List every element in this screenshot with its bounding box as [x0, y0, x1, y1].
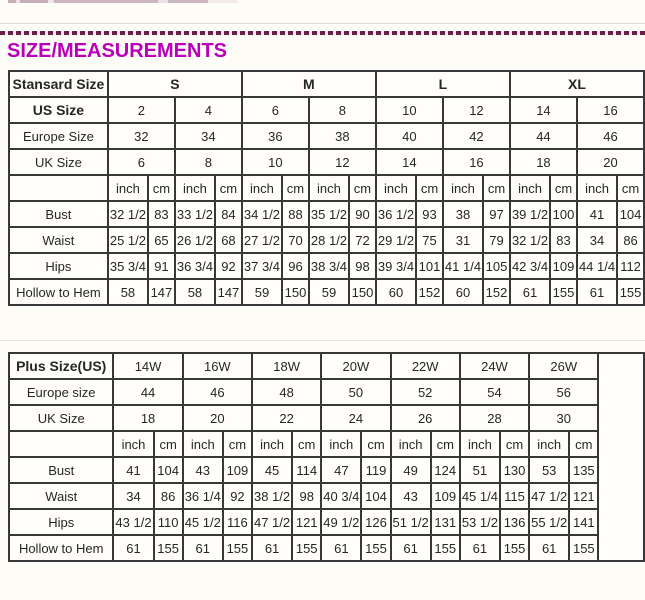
measure-value-cell: 61 [391, 535, 431, 561]
size-value-cell: 8 [309, 97, 376, 123]
measure-label-cell: Hips [9, 509, 113, 535]
size-value-cell: 12 [443, 97, 510, 123]
unit-header-cell: inch [252, 431, 292, 457]
size-value-cell: 34 [175, 123, 242, 149]
measure-value-cell: 26 1/2 [175, 227, 215, 253]
measure-value-cell: 109 [431, 483, 460, 509]
measure-value-cell: 83 [148, 201, 175, 227]
measure-value-cell: 59 [309, 279, 349, 305]
measure-value-cell: 38 1/2 [252, 483, 292, 509]
unit-header-cell: cm [154, 431, 183, 457]
measure-value-cell: 155 [292, 535, 321, 561]
measure-label-cell: Hips [9, 253, 108, 279]
measure-value-cell: 119 [361, 457, 390, 483]
size-value-cell: 26 [391, 405, 460, 431]
corner-label-cell: Plus Size(US) [9, 353, 113, 379]
size-group-header-cell: 20W [321, 353, 390, 379]
measure-value-cell: 86 [617, 227, 644, 253]
measure-value-cell: 121 [569, 483, 598, 509]
measure-value-cell: 92 [223, 483, 252, 509]
size-value-cell: 10 [376, 97, 443, 123]
measure-value-cell: 61 [510, 279, 550, 305]
unit-header-cell: cm [223, 431, 252, 457]
measure-value-cell: 136 [500, 509, 529, 535]
measure-value-cell: 100 [550, 201, 577, 227]
measure-value-cell: 33 1/2 [175, 201, 215, 227]
size-value-cell: 6 [242, 97, 309, 123]
measure-value-cell: 130 [500, 457, 529, 483]
size-value-cell: 32 [108, 123, 175, 149]
measure-value-cell: 155 [361, 535, 390, 561]
measure-value-cell: 35 3/4 [108, 253, 148, 279]
measure-value-cell: 43 1/2 [113, 509, 153, 535]
measure-value-cell: 110 [154, 509, 183, 535]
measure-value-cell: 124 [431, 457, 460, 483]
size-value-cell: 2 [108, 97, 175, 123]
measure-label-cell: Waist [9, 227, 108, 253]
size-group-header-cell: M [242, 71, 376, 97]
measure-value-cell: 115 [500, 483, 529, 509]
measure-value-cell: 45 1/4 [460, 483, 500, 509]
measure-value-cell: 112 [617, 253, 644, 279]
size-group-header-cell: S [108, 71, 242, 97]
measure-value-cell: 58 [108, 279, 148, 305]
size-value-cell: 4 [175, 97, 242, 123]
measure-value-cell: 93 [416, 201, 443, 227]
size-group-header-cell: 14W [113, 353, 182, 379]
measure-value-cell: 90 [349, 201, 376, 227]
measure-value-cell: 92 [215, 253, 242, 279]
size-group-header-cell: 26W [529, 353, 598, 379]
unit-header-cell: cm [500, 431, 529, 457]
unit-header-cell: inch [577, 175, 617, 201]
cropped-top-text-remnant [8, 0, 238, 3]
unit-header-cell: cm [292, 431, 321, 457]
unit-header-cell: inch [529, 431, 569, 457]
unit-header-cell: cm [431, 431, 460, 457]
row-label-cell: UK Size [9, 405, 113, 431]
measure-value-cell: 91 [148, 253, 175, 279]
measure-value-cell: 104 [617, 201, 644, 227]
unit-header-cell: cm [282, 175, 309, 201]
measure-value-cell: 51 1/2 [391, 509, 431, 535]
size-value-cell: 46 [577, 123, 644, 149]
size-group-header-cell: 22W [391, 353, 460, 379]
measure-value-cell: 53 [529, 457, 569, 483]
measure-value-cell: 32 1/2 [510, 227, 550, 253]
row-label-cell: Europe size [9, 379, 113, 405]
measure-value-cell: 27 1/2 [242, 227, 282, 253]
size-value-cell: 12 [309, 149, 376, 175]
measure-value-cell: 126 [361, 509, 390, 535]
measure-value-cell: 42 3/4 [510, 253, 550, 279]
measure-value-cell: 98 [349, 253, 376, 279]
measure-value-cell: 51 [460, 457, 500, 483]
measure-value-cell: 41 [577, 201, 617, 227]
unit-header-cell: inch [510, 175, 550, 201]
empty-label-cell [9, 175, 108, 201]
size-value-cell: 18 [510, 149, 577, 175]
size-value-cell: 38 [309, 123, 376, 149]
measure-value-cell: 152 [483, 279, 510, 305]
measure-value-cell: 45 1/2 [183, 509, 223, 535]
measure-value-cell: 79 [483, 227, 510, 253]
measure-value-cell: 35 1/2 [309, 201, 349, 227]
measure-value-cell: 36 1/4 [183, 483, 223, 509]
size-value-cell: 14 [510, 97, 577, 123]
measure-value-cell: 155 [431, 535, 460, 561]
measure-value-cell: 61 [252, 535, 292, 561]
unit-header-cell: inch [391, 431, 431, 457]
row-label-cell: UK Size [9, 149, 108, 175]
measure-value-cell: 61 [321, 535, 361, 561]
measure-value-cell: 60 [376, 279, 416, 305]
size-value-cell: 30 [529, 405, 598, 431]
size-value-cell: 44 [510, 123, 577, 149]
unit-header-cell: cm [349, 175, 376, 201]
measure-value-cell: 47 [321, 457, 361, 483]
size-value-cell: 20 [183, 405, 252, 431]
measure-value-cell: 61 [460, 535, 500, 561]
measure-value-cell: 101 [416, 253, 443, 279]
measure-value-cell: 83 [550, 227, 577, 253]
measure-value-cell: 131 [431, 509, 460, 535]
measure-value-cell: 68 [215, 227, 242, 253]
size-value-cell: 42 [443, 123, 510, 149]
measure-value-cell: 121 [292, 509, 321, 535]
measure-value-cell: 34 1/2 [242, 201, 282, 227]
measure-value-cell: 36 1/2 [376, 201, 416, 227]
size-group-header-cell: L [376, 71, 510, 97]
measure-value-cell: 155 [223, 535, 252, 561]
measure-value-cell: 88 [282, 201, 309, 227]
measure-value-cell: 75 [416, 227, 443, 253]
measure-value-cell: 49 1/2 [321, 509, 361, 535]
size-value-cell: 14 [376, 149, 443, 175]
measure-value-cell: 98 [292, 483, 321, 509]
size-value-cell: 22 [252, 405, 321, 431]
measure-value-cell: 41 1/4 [443, 253, 483, 279]
size-group-header-cell: XL [510, 71, 644, 97]
measure-value-cell: 141 [569, 509, 598, 535]
plus-size-table [8, 352, 645, 562]
corner-label-cell: Stansard Size [9, 71, 108, 97]
size-value-cell: 16 [443, 149, 510, 175]
row-label-cell: US Size [9, 97, 108, 123]
unit-header-cell: cm [148, 175, 175, 201]
size-value-cell: 24 [321, 405, 390, 431]
measure-label-cell: Bust [9, 457, 113, 483]
measure-value-cell: 60 [443, 279, 483, 305]
measure-value-cell: 29 1/2 [376, 227, 416, 253]
unit-header-cell: inch [376, 175, 416, 201]
unit-header-cell: inch [183, 431, 223, 457]
size-value-cell: 36 [242, 123, 309, 149]
measure-value-cell: 109 [223, 457, 252, 483]
measure-value-cell: 45 [252, 457, 292, 483]
size-value-cell: 40 [376, 123, 443, 149]
measure-value-cell: 59 [242, 279, 282, 305]
size-value-cell: 48 [252, 379, 321, 405]
empty-label-cell [9, 431, 113, 457]
unit-header-cell: cm [416, 175, 443, 201]
standard-size-table [8, 70, 645, 306]
measure-value-cell: 32 1/2 [108, 201, 148, 227]
measure-value-cell: 96 [282, 253, 309, 279]
size-value-cell: 52 [391, 379, 460, 405]
measure-value-cell: 39 3/4 [376, 253, 416, 279]
measure-value-cell: 61 [529, 535, 569, 561]
empty-trailing-column [598, 353, 644, 561]
measure-value-cell: 47 1/2 [252, 509, 292, 535]
size-value-cell: 20 [577, 149, 644, 175]
measure-value-cell: 38 [443, 201, 483, 227]
measure-value-cell: 36 3/4 [175, 253, 215, 279]
size-value-cell: 46 [183, 379, 252, 405]
size-value-cell: 44 [113, 379, 182, 405]
size-value-cell: 18 [113, 405, 182, 431]
measure-value-cell: 147 [215, 279, 242, 305]
unit-header-cell: inch [460, 431, 500, 457]
unit-header-cell: inch [108, 175, 148, 201]
unit-header-cell: cm [483, 175, 510, 201]
size-value-cell: 8 [175, 149, 242, 175]
measure-value-cell: 61 [183, 535, 223, 561]
measure-label-cell: Hollow to Hem [9, 535, 113, 561]
measure-value-cell: 38 3/4 [309, 253, 349, 279]
size-group-header-cell: 18W [252, 353, 321, 379]
unit-header-cell: cm [617, 175, 644, 201]
measure-value-cell: 150 [349, 279, 376, 305]
unit-header-cell: cm [215, 175, 242, 201]
size-value-cell: 28 [460, 405, 529, 431]
measure-value-cell: 34 [577, 227, 617, 253]
measure-value-cell: 104 [361, 483, 390, 509]
size-value-cell: 6 [108, 149, 175, 175]
measure-value-cell: 61 [113, 535, 153, 561]
measure-value-cell: 55 1/2 [529, 509, 569, 535]
measure-value-cell: 39 1/2 [510, 201, 550, 227]
measure-label-cell: Hollow to Hem [9, 279, 108, 305]
measure-value-cell: 43 [391, 483, 431, 509]
measure-value-cell: 155 [550, 279, 577, 305]
horizontal-rule [0, 340, 645, 341]
measure-value-cell: 86 [154, 483, 183, 509]
size-value-cell: 10 [242, 149, 309, 175]
measure-label-cell: Waist [9, 483, 113, 509]
unit-header-cell: cm [361, 431, 390, 457]
size-value-cell: 56 [529, 379, 598, 405]
measure-value-cell: 72 [349, 227, 376, 253]
measure-value-cell: 44 1/4 [577, 253, 617, 279]
unit-header-cell: inch [242, 175, 282, 201]
size-value-cell: 16 [577, 97, 644, 123]
measure-value-cell: 114 [292, 457, 321, 483]
dashed-divider [0, 31, 645, 35]
measure-value-cell: 105 [483, 253, 510, 279]
measure-value-cell: 31 [443, 227, 483, 253]
unit-header-cell: cm [569, 431, 598, 457]
measure-value-cell: 104 [154, 457, 183, 483]
measure-value-cell: 150 [282, 279, 309, 305]
measure-value-cell: 155 [617, 279, 644, 305]
unit-header-cell: inch [175, 175, 215, 201]
measure-value-cell: 49 [391, 457, 431, 483]
measure-value-cell: 41 [113, 457, 153, 483]
unit-header-cell: inch [321, 431, 361, 457]
measure-value-cell: 28 1/2 [309, 227, 349, 253]
measure-value-cell: 97 [483, 201, 510, 227]
measure-value-cell: 147 [148, 279, 175, 305]
horizontal-rule [0, 23, 645, 24]
measure-value-cell: 53 1/2 [460, 509, 500, 535]
size-group-header-cell: 16W [183, 353, 252, 379]
measure-value-cell: 47 1/2 [529, 483, 569, 509]
measure-value-cell: 84 [215, 201, 242, 227]
unit-header-cell: inch [309, 175, 349, 201]
size-group-header-cell: 24W [460, 353, 529, 379]
size-value-cell: 50 [321, 379, 390, 405]
measure-value-cell: 58 [175, 279, 215, 305]
measure-value-cell: 135 [569, 457, 598, 483]
page-title: SIZE/MEASUREMENTS [7, 40, 228, 62]
measure-value-cell: 109 [550, 253, 577, 279]
measure-value-cell: 116 [223, 509, 252, 535]
unit-header-cell: inch [443, 175, 483, 201]
unit-header-cell: inch [113, 431, 153, 457]
measure-value-cell: 43 [183, 457, 223, 483]
measure-value-cell: 61 [577, 279, 617, 305]
size-value-cell: 54 [460, 379, 529, 405]
measure-value-cell: 34 [113, 483, 153, 509]
measure-value-cell: 155 [154, 535, 183, 561]
measure-value-cell: 70 [282, 227, 309, 253]
measure-value-cell: 65 [148, 227, 175, 253]
measure-label-cell: Bust [9, 201, 108, 227]
unit-header-cell: cm [550, 175, 577, 201]
measure-value-cell: 155 [500, 535, 529, 561]
measure-value-cell: 155 [569, 535, 598, 561]
measure-value-cell: 152 [416, 279, 443, 305]
measure-value-cell: 40 3/4 [321, 483, 361, 509]
measure-value-cell: 37 3/4 [242, 253, 282, 279]
row-label-cell: Europe Size [9, 123, 108, 149]
measure-value-cell: 25 1/2 [108, 227, 148, 253]
